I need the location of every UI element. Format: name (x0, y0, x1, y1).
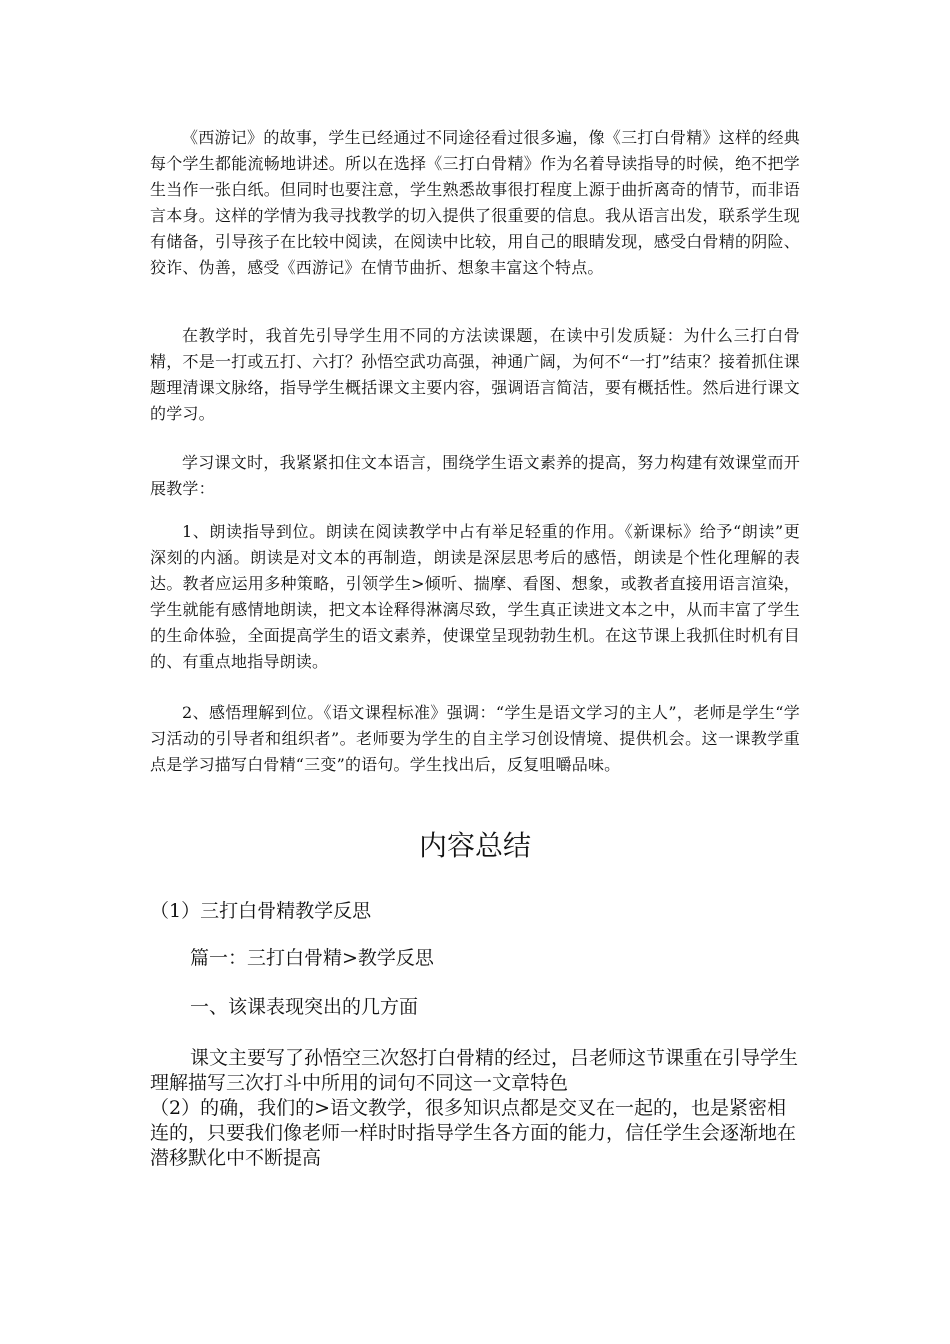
summary-item-4: 课文主要写了孙悟空三次怒打白骨精的经过，吕老师这节课重在引导学生理解描写三次打斗中所用的词句不同这一文章特色 (150, 1047, 799, 1094)
body-paragraph-2: 在教学时，我首先引导学生用不同的方法读课题，在读中引发质疑：为什么三打白骨精，不是一打或五打、六打？孙悟空武功高强，神通广阔，为何不“一打”结束？接着抓住课题理清课文脉络，指导学生概括课文主要内容，强调语言简洁，要有概括性。然后进行课文的学习。 (150, 326, 800, 423)
body-paragraph-4: 1、朗读指导到位。朗读在阅读教学中占有举足轻重的作用。《新课标》给予“朗读”更深刻的内涵。朗读是对文本的再制造，朗读是深层思考后的感悟，朗读是个性化理解的表达。教者应运用多种策略，引领学生>倾听、揣摩、看图、想象，或教者直接用语言渲染，学生就能有感情地朗读，把文本诠释得淋漓尽致，学生真正读进文本之中，从而丰富了学生的生命体验，全面提高学生的语文素养，使课堂呈现勃勃生机。在这节课上我抓住时机有目的、有重点地指导朗读。 (150, 522, 800, 671)
summary-title: 内容总结 (418, 829, 531, 862)
summary-item-5: （2）的确，我们的>语文教学，很多知识点都是交叉在一起的，也是紧密相连的，只要我们像老师一样时时指导学生各方面的能力，信任学生会逐渐地在潜移默化中不断提高 (150, 1097, 797, 1169)
summary-item-1: （1）三打白骨精教学反思 (150, 900, 372, 922)
body-paragraph-5: 2、感悟理解到位。《语文课程标准》强调：“学生是语文学习的主人”，老师是学生“学习活动的引导者和组织者”。老师要为学生的自主学习创设情境、提供机会。这一课教学重点是学习描写白骨精“三变”的语句。学生找出后，反复咀嚼品味。 (150, 703, 800, 774)
body-paragraph-1: 《西游记》的故事，学生已经通过不同途径看过很多遍，像《三打白骨精》这样的经典每个学生都能流畅地讲述。所以在选择《三打白骨精》作为名着导读指导的时候，绝不把学生当作一张白纸。但同时也要注意，学生熟悉故事很打程度上源于曲折离奇的情节，而非语言本身。这样的学情为我寻找教学的切入提供了很重要的信息。我从语言出发，联系学生现有储备，引导孩子在比较中阅读，在阅读中比较，用自己的眼睛发现，感受白骨精的阴险、狡诈、伪善，感受《西游记》在情节曲折、想象丰富这个特点。 (150, 128, 800, 277)
summary-item-2: 篇一：三打白骨精>教学反思 (190, 947, 434, 969)
summary-item-3: 一、该课表现突出的几方面 (190, 996, 419, 1018)
body-paragraph-3: 学习课文时，我紧紧扣住文本语言，围绕学生语文素养的提高，努力构建有效课堂而开展教学： (150, 453, 800, 498)
